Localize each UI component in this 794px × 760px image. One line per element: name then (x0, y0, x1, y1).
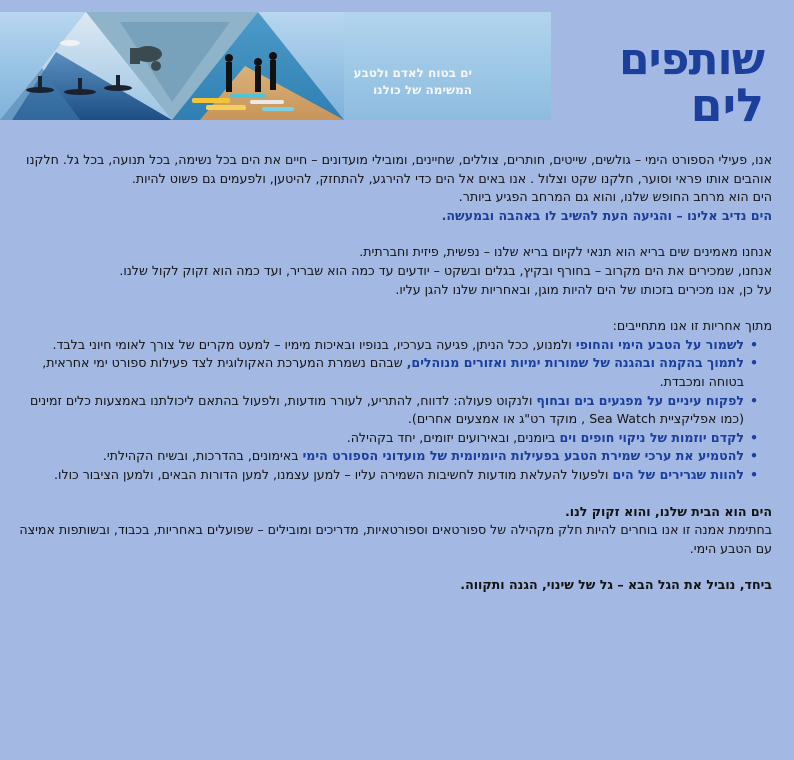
closing-text: בחתימת אמנה זו אנו בוחרים להיות חלק מקהילה של ספורטאים וספורטאיות, מדריכים ומובילים – שפועלים באחריות, בכבוד, ובשותפות אמיצה עם הטבע הימי. (19, 522, 772, 556)
commitment-text: ולפעול להעלאת מודעות לחשיבות השמירה עליו – למען עצמנו, למען הדורות הבאים, ולמען הציבור כולו. (54, 466, 613, 482)
final-slogan: ביחד, נוביל את הגל הבא – גל של שינוי, הגנה ותקווה. (460, 577, 772, 593)
spacer (18, 485, 772, 503)
tagline-line-2: המשימה של כולנו (373, 83, 472, 97)
commitment-highlight: לפקוח עיניים על מפגעים בים ובחוף (536, 392, 744, 408)
bullet-icon: • (749, 448, 758, 464)
spacer (18, 558, 772, 576)
list-item (18, 336, 758, 355)
bullet-icon: • (749, 466, 758, 482)
bullet-icon: • (749, 336, 758, 352)
commitment-highlight: לתמוך בהקמה ובהגנה של שמורות ימיות ואזורים מנוהלים, (406, 355, 744, 371)
commitment-text: ביומנים, ובאירועים יזומים, יחד בקהילה. (346, 429, 560, 445)
commitments-list (18, 336, 772, 485)
tagline-line-1: ים בטוח לאדם ולטבע (353, 66, 472, 80)
commitment-highlight: להטמיע את ערכי שמירת הטבע בפעילות היומיומית של מועדוני הספורט הימי (302, 448, 744, 464)
intro-paragraph: אנו, פעילי הספורט הימי – גולשים, שייטים, חותרים, צוללים, שחיינים, ומובילי מועדונים – חיים את הים בכל נשימה, בכל תנועה, בכל גל. חלקנו אוהבים אותו פראי וסוער, חלקנו שקט וצלול . אנו באים אל הים כדי להירגע, להתחזק, להיטען, ולפעמים גם פשוט להיות. (26, 152, 772, 186)
bullet-icon: • (749, 355, 758, 371)
bullet-icon: • (749, 392, 758, 408)
bullet-icon: • (749, 429, 758, 445)
commitment-text: ולנקוט פעולה: לדווח, להתריע, לעורר מודעות, ולפעול בהתאם ליכולתנו באמצעות כלים זמינים (כמו אפליקציית Sea Watch , מוקד רט"ג או אמצעים אחרים). (29, 392, 744, 427)
list-item (18, 447, 758, 466)
intro-highlight: הים נדיב אלינו – והגיעה העת להשיב לו באהבה ובמעשה. (441, 207, 772, 223)
belief-line-3: על כן, אנו מכירים בזכותו של הים להיות מוגן, ובאחריות שלנו להגן עליו. (395, 281, 772, 297)
charter-text (18, 151, 772, 595)
header-banner (0, 12, 551, 120)
commitment-highlight: לקדם יוזמות של ניקוי חופים וים (559, 429, 744, 445)
belief-line-1: אנחנו מאמינים שים בריא הוא תנאי לקיום בריא שלנו – נפשית, פיזית וחברתית. (359, 244, 772, 260)
title-line-1: שותפים (618, 34, 764, 85)
intro-line-2: הים הוא מרחב החופש שלנו, והוא גם המרחב הפגיע ביותר. (458, 189, 772, 205)
spacer (18, 225, 772, 243)
list-item (18, 354, 758, 391)
list-item (18, 392, 758, 429)
spacer (18, 299, 772, 317)
commitment-text: ולמנוע, ככל הניתן, פגיעה בערכיו, בנופיו ובאיכות מימיו – למעט מקרים של צורך לאומי חיוני בלבד. (52, 336, 576, 352)
list-item (18, 429, 758, 448)
closing-bold-line: הים הוא הבית שלנו, והוא זקוק לנו. (564, 503, 772, 519)
commitment-highlight: לשמור על הטבע הימי והחופי (575, 336, 744, 352)
list-item (18, 466, 758, 485)
commitment-text: שבהם נשמרת המערכת האקולוגית לצד פעילות ספורט ימי אחראית, בטוחה ומכבדת. (42, 355, 744, 389)
commitment-text: באימונים, בהדרכות, ובשיח הקהילתי. (102, 448, 303, 464)
page-title (534, 34, 764, 132)
commitments-intro: מתוך אחריות זו אנו מתחייבים: (612, 318, 772, 334)
commitment-highlight: להוות שגרירים של הים (612, 466, 744, 482)
title-line-2: לים (690, 78, 764, 132)
tagline (354, 65, 473, 99)
belief-line-2: אנחנו, שמכירים את הים מקרוב – בחורף ובקיץ, בגלים ובשקט – יודעים עד כמה הוא שבריר, ועד כמה הוא זקוק לקול שלנו. (119, 262, 772, 278)
